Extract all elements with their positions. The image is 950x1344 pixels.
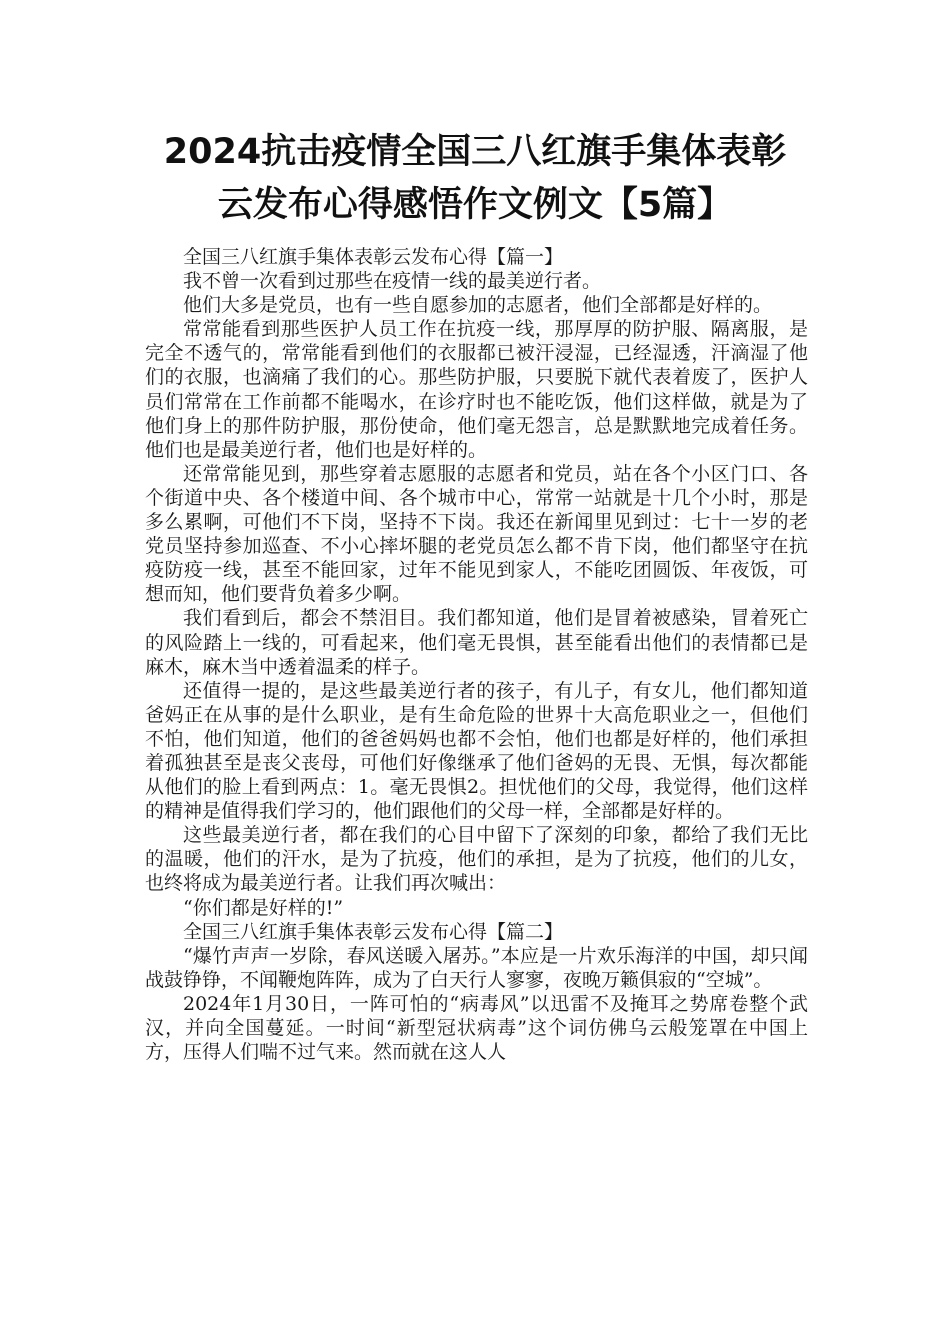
- paragraph: 常常能看到那些医护人员工作在抗疫一线，那厚厚的防护服、隔离服，是完全不透气的，常常能看到他们的衣服都已被汗浸湿，已经湿透，汗滴湿了他们的衣服，也滴痛了我们的心。那些防护服，只要脱下就代表着废了，医护人员们常常在工作前都不能喝水，在诊疗时也不能吃饭，他们这样做，就是为了他们身上的那件防护服，那份使命，他们毫无怨言，总是默默地完成着任务。他们也是最美逆行者，他们也是好样的。: [145, 318, 808, 461]
- document-title-line-1: 2024抗击疫情全国三八红旗手集体表彰: [163, 132, 787, 172]
- paragraph: 他们大多是党员，也有一些自愿参加的志愿者，他们全部都是好样的。: [183, 294, 773, 317]
- paragraph: 这些最美逆行者，都在我们的心目中留下了深刻的印象，都给了我们无比的温暖，他们的汗水，是为了抗疫，他们的承担，是为了抗疫，他们的儿女，也终将成为最美逆行者。让我们再次喊出：: [145, 824, 808, 895]
- document-title: [100, 126, 850, 232]
- paragraph: “爆竹声声一岁除，春风送暖入屠苏。”本应是一片欢乐海洋的中国，却只闻战鼓铮铮，不闻鞭炮阵阵，成为了白天行人寥寥，夜晚万籁俱寂的“空城”。: [145, 944, 808, 991]
- paragraph: 我不曾一次看到过那些在疫情一线的最美逆行者。: [183, 270, 602, 293]
- paragraph-quote: “你们都是好样的!”: [183, 896, 344, 919]
- document-title-line-2: 云发布心得感悟作文例文【5篇】: [217, 185, 733, 225]
- paragraph: 还值得一提的，是这些最美逆行者的孩子，有儿子，有女儿，他们都知道爸妈正在从事的是什么职业，是有生命危险的世界十大高危职业之一，但他们不怕，他们知道，他们的爸爸妈妈也都不会怕，他们也都是好样的，他们承担着孤独甚至是丧父丧母，可他们好像继承了他们爸妈的无畏、无惧，每次都能从他们的脸上看到两点：1。毫无畏惧2。担忧他们的父母，我觉得，他们这样的精神是值得我们学习的，他们跟他们的父母一样，全部都是好样的。: [145, 679, 808, 823]
- section-heading-1: 全国三八红旗手集体表彰云发布心得【篇一】: [183, 246, 564, 268]
- paragraph: 2024年1月30日，一阵可怕的“病毒风”以迅雷不及掩耳之势席卷整个武汉，并向全国蔓延。一时间“新型冠状病毒”这个词仿佛乌云般笼罩在中国上方，压得人们喘不过气来。然而就在这人人: [145, 992, 808, 1064]
- document-body: [145, 245, 808, 1064]
- paragraph: 还常常能见到，那些穿着志愿服的志愿者和党员，站在各个小区门口、各个街道中央、各个楼道中间、各个城市中心，常常一站就是十几个小时，那是多么累啊，可他们不下岗，坚持不下岗。我还在新闻里见到过：七十一岁的老党员坚持参加巡查、不小心摔坏腿的老党员怎么都不肯下岗，他们都坚守在抗疫防疫一线，甚至不能回家，过年不能见到家人，不能吃团圆饭、年夜饭，可想而知，他们要背负着多少啊。: [145, 462, 808, 606]
- paragraph: 我们看到后，都会不禁泪目。我们都知道，他们是冒着被感染，冒着死亡的风险踏上一线的，可看起来，他们毫无畏惧，甚至能看出他们的表情都已是麻木，麻木当中透着温柔的样子。: [145, 607, 808, 678]
- section-heading-2: 全国三八红旗手集体表彰云发布心得【篇二】: [183, 920, 564, 943]
